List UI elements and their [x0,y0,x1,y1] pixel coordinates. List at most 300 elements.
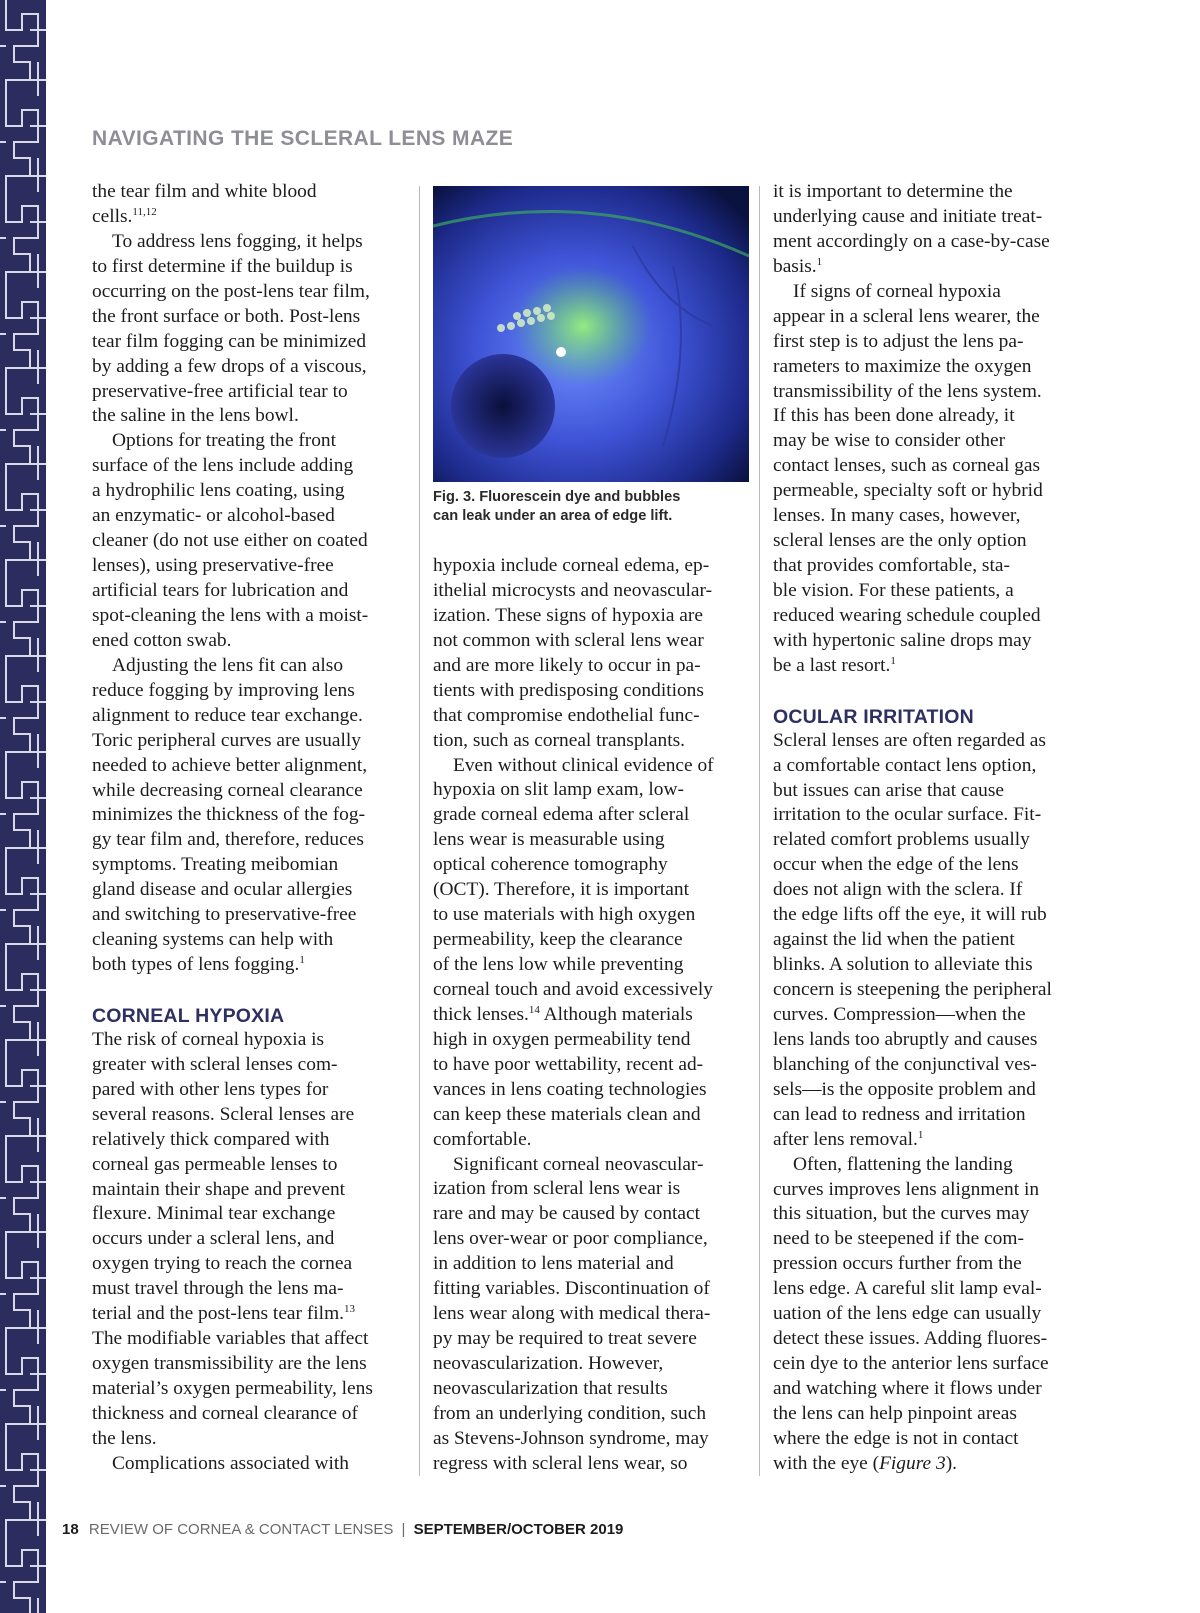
text-line [773,1202,1091,1227]
text-line [433,1452,749,1477]
text-run: with the eye ( [773,1452,880,1474]
text-line [92,828,408,853]
text-run: Options for treating the front [112,430,337,452]
text-run: reduce fogging by improving lens [92,679,355,701]
text-run: Although materials [539,1003,693,1025]
text-run: lenses), using preservative-free [92,555,334,577]
section-heading-ocular-irritation: OCULAR IRRITATION [773,705,974,728]
text-run: ization from scleral lens wear is [433,1178,681,1200]
text-line [773,903,1091,928]
text-line [433,1377,749,1402]
text-line [92,679,408,704]
text-run: (OCT). Therefore, it is important [433,879,689,901]
text-line [773,978,1091,1003]
text-line [92,1352,408,1377]
text-run: first step is to adjust the lens pa- [773,330,1024,352]
text-line [773,380,1091,405]
text-run: lenses. In many cases, however, [773,505,1021,527]
text-line [92,1377,408,1402]
text-run: regress with scleral lens wear, so [433,1452,688,1474]
text-run: curves. Compression—when the [773,1003,1026,1025]
text-run: of the lens low while preventing [433,954,684,975]
text-run: can keep these materials clean and [433,1103,701,1125]
column-3 [773,180,1091,1477]
text-run: against the lid when the patient [773,929,1015,951]
text-run: The risk of corneal hypoxia is [92,1028,325,1050]
section-heading-corneal-hypoxia: CORNEAL HYPOXIA [92,1004,285,1027]
text-run: both types of lens fogging. [92,954,300,976]
section-spacer [773,679,1091,704]
text-run: scleral lenses are the only option [773,530,1027,552]
text-line [773,828,1091,853]
text-run: reduced wearing schedule coupled [773,604,1041,626]
text-line [433,978,749,1003]
text-run: uation of the lens edge can usually [773,1303,1042,1325]
text-run: ization. These signs of hypoxia are [433,604,703,626]
text-run: lens lands too abruptly and causes [773,1028,1038,1050]
text-run: be a last resort. [773,654,891,676]
text-run: tients with predisposing conditions [433,679,704,701]
text-line [773,953,1091,978]
text-line [773,454,1091,479]
text-run: hypoxia include corneal edema, ep- [433,555,710,576]
text-run: thick lenses. [433,1003,529,1025]
text-line [433,1078,749,1103]
text-line [92,255,408,280]
reference-superscript: 1 [917,1128,924,1141]
text-run: surface of the lens include adding [92,455,354,477]
text-line [433,1227,749,1252]
text-line [92,205,408,230]
text-line [92,1053,408,1078]
text-run: must travel through the lens ma- [92,1278,344,1300]
text-run: irritation to the ocular surface. Fit- [773,804,1042,826]
text-line [92,1078,408,1103]
maze-pattern [0,0,46,1613]
text-run: lens over-wear or poor compliance, [433,1228,708,1250]
text-run: the lens. [92,1427,157,1449]
text-line [433,1302,749,1327]
text-line [773,330,1091,355]
text-run: cleaner (do not use either on coated [92,530,368,552]
text-run: flexure. Minimal tear exchange [92,1203,336,1225]
footer-separator: | [401,1521,406,1538]
text-run: grade corneal edema after scleral [433,804,690,826]
text-line [773,1427,1091,1452]
text-run: from an underlying condition, such [433,1402,707,1424]
text-line [433,1277,749,1302]
text-line [433,803,749,828]
text-line [92,654,408,679]
text-run: ). [945,1452,957,1474]
text-line [92,803,408,828]
text-run: pression occurs further from the [773,1253,1022,1275]
text-line [773,1178,1091,1203]
text-run: a hydrophilic lens coating, using [92,480,345,502]
text-line [92,429,408,454]
text-run: ened cotton swab. [92,629,232,651]
text-run: the front surface or both. Post-lens [92,305,361,327]
column-2 [433,554,749,1477]
text-line [92,1202,408,1227]
text-line [773,878,1091,903]
text-line [433,778,749,803]
text-run: ble vision. For these patients, a [773,580,1014,601]
text-line [433,1028,749,1053]
text-run: symptoms. Treating meibomian [92,854,339,876]
text-line [433,953,749,978]
text-line [773,504,1091,529]
text-line [433,828,749,853]
text-line [773,928,1091,953]
text-line [92,779,408,804]
text-run: curves improves lens alignment in [773,1178,1040,1200]
text-run: greater with scleral lenses com- [92,1053,338,1075]
text-run: ithelial microcysts and neovascular- [433,579,713,601]
text-run: needed to achieve better alignment, [92,754,368,776]
text-line [773,629,1091,654]
text-line [92,305,408,330]
text-line [92,1103,408,1128]
text-run: the tear film and white blood [92,181,317,202]
text-line [92,579,408,604]
text-line [433,1352,749,1377]
text-run: gland disease and ocular allergies [92,879,353,901]
text-line [92,1227,408,1252]
text-run: fitting variables. Discontinuation of [433,1278,710,1300]
text-line [773,1352,1091,1377]
text-run: permeability, keep the clearance [433,929,683,951]
text-line [92,754,408,779]
text-line [433,604,749,629]
text-run: to first determine if the buildup is [92,255,353,277]
text-line [92,1327,408,1352]
text-line [92,180,408,205]
text-run: If signs of corneal hypoxia [793,280,1001,302]
text-line [92,729,408,754]
text-line [773,654,1091,679]
text-line [92,853,408,878]
text-line [92,1252,408,1277]
text-line [92,554,408,579]
text-run: where the edge is not in contact [773,1427,1019,1449]
text-line [433,679,749,704]
text-line [92,704,408,729]
text-run: transmissibility of the lens system. [773,380,1042,402]
eye-fluorescein-photo [433,186,749,482]
text-line [92,1302,408,1327]
reference-superscript: 1 [816,255,823,268]
text-run: several reasons. Scleral lenses are [92,1103,355,1125]
text-run: blinks. A solution to alleviate this [773,954,1033,976]
text-run: concern is steepening the peripheral [773,979,1052,1000]
text-run: and switching to preservative-free [92,904,357,926]
text-line [92,479,408,504]
text-line [433,1153,749,1178]
text-line [433,729,749,754]
text-run: it is important to determine the [773,181,1013,202]
text-run: to have poor wettability, recent ad- [433,1053,704,1075]
text-line [773,853,1091,878]
text-run: neovascularization that results [433,1377,668,1399]
text-line [433,629,749,654]
text-line [773,1402,1091,1427]
text-line [92,280,408,305]
text-run: after lens removal. [773,1128,918,1150]
text-run: corneal gas permeable lenses to [92,1153,338,1175]
text-line [433,704,749,729]
text-run: lens wear along with medical thera- [433,1303,711,1325]
text-run: lens edge. A careful slit lamp eval- [773,1278,1042,1300]
text-run: tear film fogging can be minimized [92,330,367,352]
text-run: occur when the edge of the lens [773,854,1019,876]
text-line [433,1202,749,1227]
text-line [92,629,408,654]
reference-superscript: 13 [344,1303,355,1316]
text-run: but issues can arise that cause [773,779,1004,801]
text-run: py may be required to treat severe [433,1328,697,1350]
text-line [433,1252,749,1277]
text-run: optical coherence tomography [433,854,668,876]
publication-name: REVIEW OF CORNEA & CONTACT LENSES [88,1521,394,1538]
issue-date: SEPTEMBER/OCTOBER 2019 [413,1521,624,1538]
text-run: in addition to lens material and [433,1253,674,1275]
text-line [433,754,749,779]
figure-reference: Figure 3 [879,1452,946,1474]
text-line [433,1402,749,1427]
text-line [773,1053,1091,1078]
text-run: neovascularization. However, [433,1353,664,1374]
figure-caption [433,488,749,526]
text-line [773,1327,1091,1352]
text-run: Scleral lenses are often regarded as [773,729,1046,751]
text-line [773,779,1091,804]
text-line [773,280,1091,305]
text-run: rameters to maximize the oxygen [773,355,1032,377]
text-line [92,404,408,429]
text-line [773,1227,1091,1252]
text-line [92,1178,408,1203]
text-run: hypoxia on slit lamp exam, low- [433,779,684,801]
text-line [773,1003,1091,1028]
column-rule [759,186,760,1476]
text-line [773,305,1091,330]
text-line [433,1177,749,1202]
text-run: an enzymatic- or alcohol-based [92,505,335,527]
text-run: spot-cleaning the lens with a moist- [92,604,369,626]
text-run: the saline in the lens bowl. [92,405,299,427]
text-run: Toric peripheral curves are usually [92,729,361,751]
text-line [773,1078,1091,1103]
reference-superscript: 14 [528,1003,540,1016]
text-run: Complications associated with [112,1452,349,1474]
text-line [773,205,1091,230]
text-line [92,330,408,355]
text-line [433,1128,749,1153]
reference-superscript: 11,12 [132,205,157,218]
text-line [433,1003,749,1028]
column-rule [419,186,420,1476]
text-run: gy tear film and, therefore, reduces [92,829,364,851]
text-run: tion, such as corneal transplants. [433,729,686,751]
text-run: permeable, specialty soft or hybrid [773,480,1043,502]
text-run: occurs under a scleral lens, and [92,1228,335,1250]
text-line [773,404,1091,429]
text-run: with hypertonic saline drops may [773,629,1032,651]
text-line [92,1028,408,1053]
text-run: Significant corneal neovascular- [453,1153,704,1175]
text-line [92,380,408,405]
text-line [773,1252,1091,1277]
text-run: while decreasing corneal clearance [92,779,363,801]
text-line [433,579,749,604]
text-run: lens wear is measurable using [433,829,665,851]
text-run: sels—is the opposite problem and [773,1078,1036,1100]
text-run: the lens can help pinpoint areas [773,1402,1017,1424]
text-line [773,180,1091,205]
text-line [433,1427,749,1452]
text-line [773,1128,1091,1153]
text-run: and watching where it flows under [773,1378,1042,1399]
text-run: material’s oxygen permeability, lens [92,1378,373,1399]
text-line [92,928,408,953]
text-run: Even without clinical evidence of [453,754,714,776]
text-run: oxygen transmissibility are the lens [92,1353,367,1375]
text-run: corneal touch and avoid excessively [433,978,713,1000]
text-run: contact lenses, such as corneal gas [773,455,1041,477]
text-run: as Stevens-Johnson syndrome, may [433,1427,709,1449]
text-run: Adjusting the lens fit can also [112,654,344,676]
text-line [773,1277,1091,1302]
text-run: To address lens fogging, it helps [112,230,363,252]
text-line [433,654,749,679]
text-line [92,529,408,554]
text-run: cleaning systems can help with [92,929,334,951]
text-run: occurring on the post-lens tear film, [92,280,370,302]
text-run: and are more likely to occur in pa- [433,654,701,676]
text-line [433,853,749,878]
text-line [433,1327,749,1352]
text-line [773,479,1091,504]
text-line [92,878,408,903]
text-run: The modifiable variables that affect [92,1328,369,1350]
text-run: comfortable. [433,1128,532,1150]
reference-superscript: 1 [299,954,305,967]
text-run: not common with scleral lens wear [433,629,704,651]
text-line [433,878,749,903]
text-line [92,504,408,529]
text-line [773,604,1091,629]
text-run: to use materials with high oxygen [433,904,696,926]
text-line [92,1427,408,1452]
section-spacer [92,978,408,1003]
text-line [92,230,408,255]
text-line [773,1302,1091,1327]
text-run: a comfortable contact lens option, [773,754,1037,776]
text-run: ment accordingly on a case-by-case [773,230,1050,252]
text-run: alignment to reduce tear exchange. [92,704,363,726]
text-line [773,729,1091,754]
text-line [773,429,1091,454]
text-run: need to be steepened if the com- [773,1228,1024,1250]
text-line [92,1153,408,1178]
text-run: that compromise endothelial func- [433,704,700,726]
text-run: that provides comfortable, sta- [773,555,1010,577]
text-line [92,953,408,978]
text-line [773,1103,1091,1128]
text-run: oxygen trying to reach the cornea [92,1253,353,1275]
text-line [773,529,1091,554]
text-run: detect these issues. Adding fluores- [773,1328,1048,1350]
text-line [92,355,408,380]
text-run: by adding a few drops of a viscous, [92,355,367,377]
text-run: high in oxygen permeability tend [433,1028,691,1050]
text-line [773,803,1091,828]
text-run: cells. [92,205,133,227]
text-run: blanching of the conjunctival ves- [773,1053,1037,1075]
page-number: 18 [62,1521,79,1538]
text-run: may be wise to consider other [773,430,1006,452]
text-line [92,1402,408,1427]
text-line [92,1452,408,1477]
text-run: relatively thick compared with [92,1128,330,1150]
text-line [773,230,1091,255]
text-line [92,1128,408,1153]
text-run: basis. [773,255,817,277]
text-line [92,903,408,928]
page-footer [62,1521,623,1538]
text-line [773,554,1091,579]
text-run: this situation, but the curves may [773,1203,1030,1225]
text-line [773,1153,1091,1178]
text-run: maintain their shape and prevent [92,1178,346,1200]
text-run: the edge lifts off the eye, it will rub [773,904,1047,926]
text-line [433,928,749,953]
text-run: thickness and corneal clearance of [92,1402,358,1424]
running-head: NAVIGATING THE SCLERAL LENS MAZE [92,127,514,150]
text-line [433,903,749,928]
reference-superscript: 1 [890,654,896,667]
text-run: does not align with the sclera. If [773,879,1023,901]
maze-border-decoration [0,0,46,1613]
text-line [92,454,408,479]
text-line [433,1053,749,1078]
text-run: terial and the post-lens tear film. [92,1303,344,1325]
text-line [773,1377,1091,1402]
text-run: cein dye to the anterior lens surface [773,1353,1049,1375]
text-line [773,754,1091,779]
text-run: can lead to redness and irritation [773,1103,1026,1125]
text-line [92,604,408,629]
text-run: If this has been done already, it [773,405,1015,427]
text-run: underlying cause and initiate treat- [773,205,1043,227]
text-run: Often, flattening the landing [793,1153,1013,1175]
text-line [433,1103,749,1128]
text-run: artificial tears for lubrication and [92,580,349,601]
caption-line: can leak under an area of edge lift. [433,508,673,524]
caption-line: Fig. 3. Fluorescein dye and bubbles [433,489,681,505]
text-run: rare and may be caused by contact [433,1203,701,1225]
text-run: vances in lens coating technologies [433,1078,707,1100]
text-line [92,1277,408,1302]
text-run: preservative-free artificial tear to [92,380,348,402]
text-run: related comfort problems usually [773,829,1030,851]
text-line [773,355,1091,380]
text-run: pared with other lens types for [92,1078,329,1100]
text-line [773,255,1091,280]
text-line [773,579,1091,604]
text-run: appear in a scleral lens wearer, the [773,305,1040,327]
